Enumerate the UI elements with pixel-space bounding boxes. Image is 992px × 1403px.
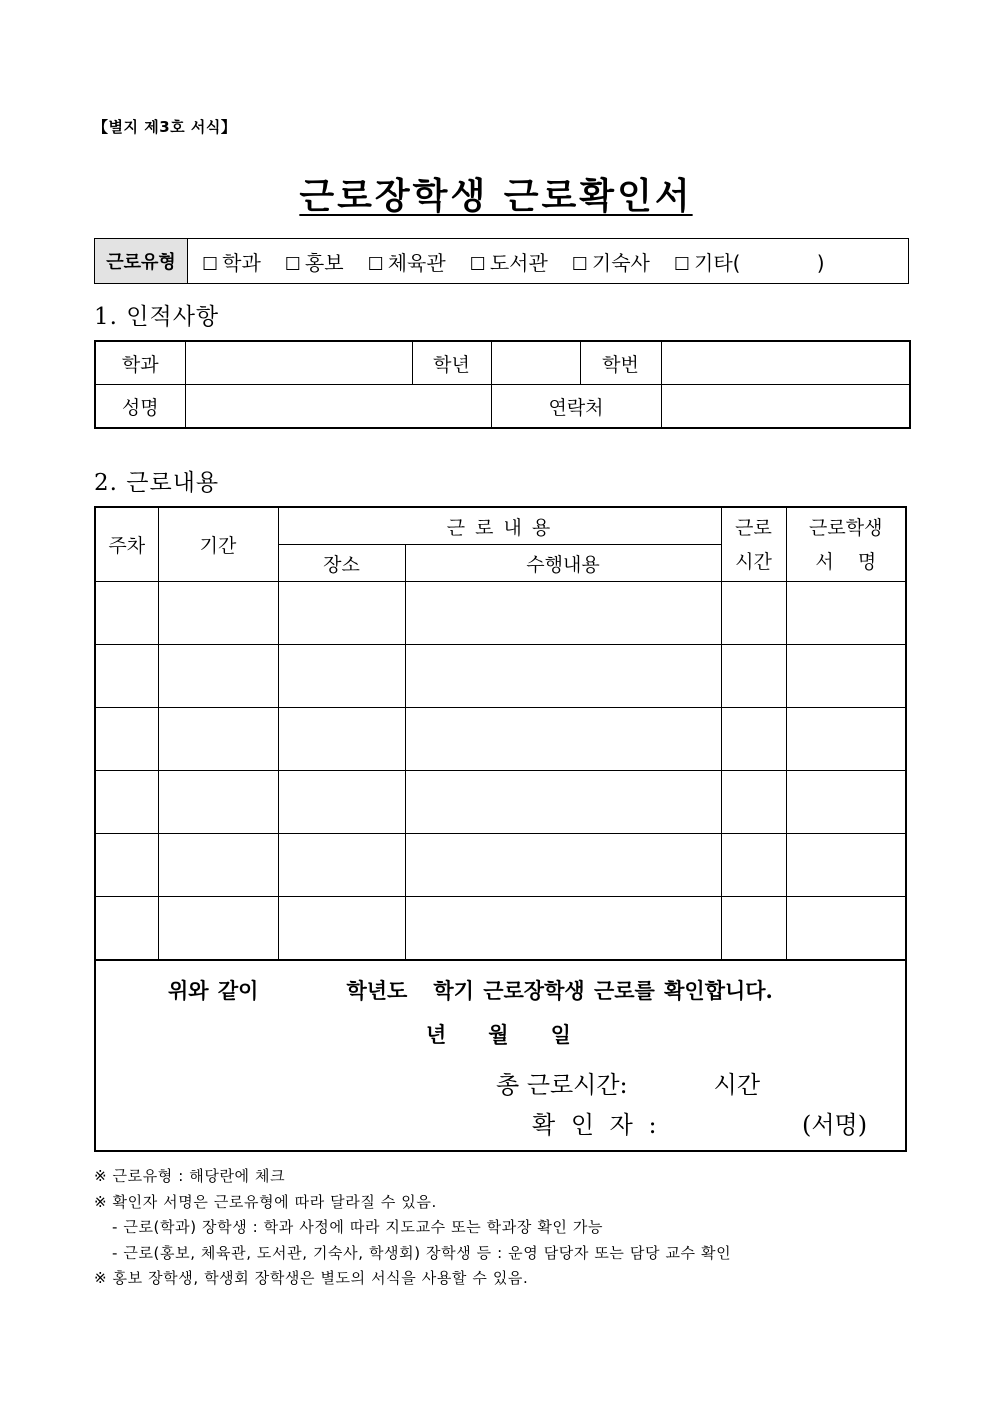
total-hours: 총 근로시간: 시간 (496, 1071, 761, 1099)
work-type-option-department[interactable]: ☐ 학과 (202, 250, 261, 275)
student-id-field[interactable] (661, 341, 910, 385)
contact-label: 연락처 (491, 385, 661, 429)
department-label: 학과 (95, 341, 185, 385)
work-type-box (94, 238, 909, 284)
name-field[interactable] (185, 385, 491, 429)
student-id-label: 학번 (580, 341, 661, 385)
work-type-label: 근로유형 (95, 239, 188, 283)
form-number-label: 【별지 제3호 서식】 (93, 118, 237, 136)
work-type-option-gym[interactable]: ☐ 체육관 (367, 250, 446, 275)
confirmation-statement: 위와 같이 학년도 학기 근로장학생 근로를 확인합니다. (168, 978, 773, 1003)
confirmer-signature[interactable]: (서명) (802, 1111, 868, 1139)
checkbox-icon[interactable]: ☐ (469, 253, 486, 275)
personal-info-table (94, 340, 911, 429)
work-content-header: 근 로 내 용 (278, 507, 721, 545)
note-item: - 근로(홍보, 체육관, 도서관, 기숙사, 학생회) 장학생 등 : 운영 담당자 또는 담당 교수 확인 (112, 1243, 732, 1262)
contact-field[interactable] (661, 385, 910, 429)
checkbox-icon[interactable]: ☐ (202, 253, 219, 275)
confirmation-date: 년 월 일 (426, 1022, 571, 1047)
table-row (95, 582, 906, 645)
work-type-option-library[interactable]: ☐ 도서관 (469, 250, 548, 275)
table-row (95, 834, 906, 897)
work-content-table (94, 506, 907, 961)
signature-header: 근로학생 서 명 (786, 507, 906, 582)
work-type-option-dorm[interactable]: ☐ 기숙사 (571, 250, 650, 275)
note-item: ※ 확인자 서명은 근로유형에 따라 달라질 수 있음. (94, 1192, 437, 1211)
note-item: ※ 홍보 장학생, 학생회 장학생은 별도의 서식을 사용할 수 있음. (94, 1269, 529, 1287)
note-item: - 근로(학과) 장학생 : 학과 사정에 따라 지도교수 또는 학과장 확인 가능 (112, 1218, 604, 1236)
notes (94, 1164, 731, 1292)
note-item: ※ 근로유형 : 해당란에 체크 (94, 1167, 286, 1185)
checkbox-icon[interactable]: ☐ (284, 253, 301, 275)
grade-field[interactable] (491, 341, 580, 385)
grade-label: 학년 (412, 341, 491, 385)
place-header: 장소 (278, 545, 405, 582)
work-type-option-pr[interactable]: ☐ 홍보 (284, 250, 344, 275)
table-row (95, 771, 906, 834)
section1-heading: 1. 인적사항 (94, 304, 220, 330)
task-header: 수행내용 (405, 545, 721, 582)
work-type-option-other[interactable]: ☐ 기타( ) (673, 250, 825, 275)
work-hours-header: 근로 시간 (721, 507, 786, 582)
document-title-text: 근로장학생 근로확인서 (299, 175, 693, 217)
checkbox-icon[interactable]: ☐ (673, 253, 691, 275)
table-row (95, 708, 906, 771)
confirmer-label: 확 인 자 : (532, 1111, 661, 1139)
document-title (0, 168, 992, 219)
checkbox-icon[interactable]: ☐ (571, 253, 588, 275)
name-label: 성명 (95, 385, 185, 429)
section2-heading: 2. 근로내용 (94, 470, 220, 496)
table-row (95, 897, 906, 961)
checkbox-icon[interactable]: ☐ (367, 253, 384, 275)
week-header: 주차 (95, 507, 158, 582)
confirmation-box (94, 957, 907, 1152)
period-header: 기간 (158, 507, 278, 582)
department-field[interactable] (185, 341, 412, 385)
work-type-options (188, 239, 849, 283)
table-row (95, 645, 906, 708)
